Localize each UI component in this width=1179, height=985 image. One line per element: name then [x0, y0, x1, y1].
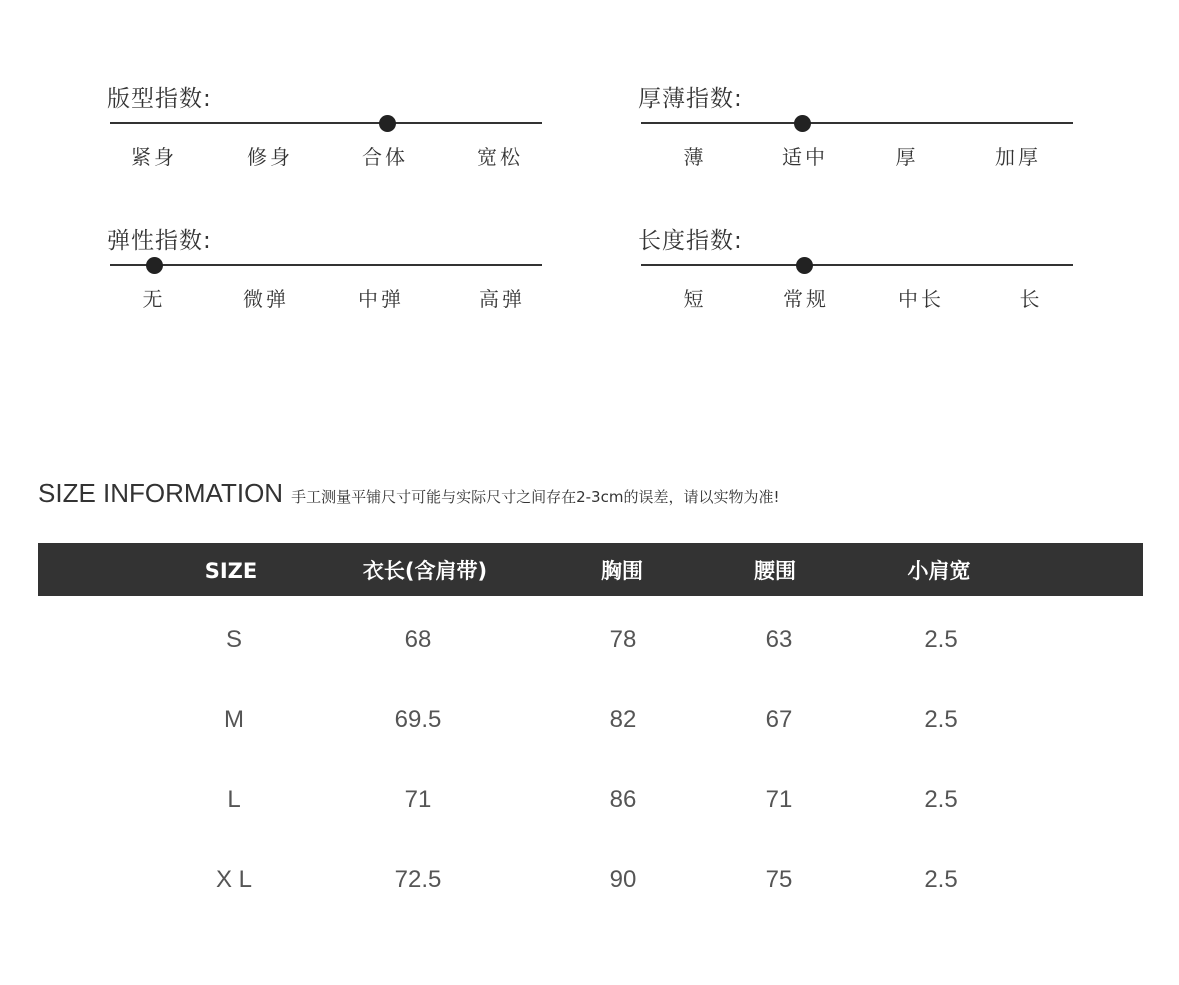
col-header-waist: 腰围 [754, 559, 796, 583]
size-info-heading [38, 478, 779, 509]
cell-size: L [227, 786, 241, 813]
cell-length: 71 [404, 786, 432, 813]
length-label: 常规 [783, 287, 829, 311]
length-label: 中长 [898, 287, 944, 311]
fit-label: 宽松 [477, 145, 523, 169]
length-index [638, 222, 1078, 332]
size-info-note: 手工测量平铺尺寸可能与实际尺寸之间存在2-3cm的误差，请以实物为准! [291, 488, 780, 506]
table-row [38, 760, 1143, 840]
length-index-track [641, 264, 1073, 266]
cell-chest: 90 [609, 866, 637, 893]
fit-label: 紧身 [131, 145, 177, 169]
length-index-title: 长度指数: [638, 228, 743, 254]
cell-shoulder: 2.5 [924, 866, 958, 893]
cell-waist: 75 [765, 866, 793, 893]
fit-index-track [110, 122, 542, 124]
cell-waist: 67 [765, 706, 793, 733]
cell-chest: 82 [609, 706, 637, 733]
fit-index [107, 80, 547, 190]
col-header-length: 衣长(含肩带) [362, 559, 488, 583]
col-header-chest: 胸围 [601, 559, 643, 583]
elasticity-label: 高弹 [479, 287, 525, 311]
cell-shoulder: 2.5 [924, 786, 958, 813]
cell-length: 69.5 [394, 706, 442, 733]
col-header-size: SIZE [204, 559, 258, 583]
thickness-label: 加厚 [995, 145, 1041, 169]
cell-chest: 86 [609, 786, 637, 813]
table-row [38, 600, 1143, 680]
fit-label: 修身 [247, 145, 293, 169]
elasticity-index-track [110, 264, 542, 266]
length-label: 短 [683, 287, 707, 311]
col-header-shoulder: 小肩宽 [907, 559, 971, 583]
cell-size: X L [215, 866, 253, 893]
elasticity-label: 微弹 [243, 287, 289, 311]
elasticity-label: 中弹 [358, 287, 404, 311]
cell-shoulder: 2.5 [924, 706, 958, 733]
elasticity-index-marker [146, 257, 163, 274]
size-table-header [38, 543, 1143, 596]
size-info-title: SIZE INFORMATION [38, 478, 284, 508]
length-index-marker [796, 257, 813, 274]
fit-label: 合体 [362, 145, 408, 169]
elasticity-index [107, 222, 547, 332]
cell-waist: 63 [765, 626, 793, 653]
cell-chest: 78 [609, 626, 637, 653]
fit-index-marker [379, 115, 396, 132]
table-row [38, 680, 1143, 760]
table-row [38, 840, 1143, 920]
thickness-index-marker [794, 115, 811, 132]
cell-length: 72.5 [394, 866, 442, 893]
thickness-label: 薄 [683, 145, 707, 169]
thickness-index [638, 80, 1078, 190]
thickness-label: 适中 [782, 145, 828, 169]
thickness-index-title: 厚薄指数: [638, 86, 743, 112]
thickness-label: 厚 [895, 145, 919, 169]
elasticity-index-title: 弹性指数: [107, 228, 212, 254]
cell-shoulder: 2.5 [924, 626, 958, 653]
cell-waist: 71 [765, 786, 793, 813]
thickness-index-track [641, 122, 1073, 124]
cell-length: 68 [404, 626, 432, 653]
elasticity-label: 无 [142, 287, 166, 311]
cell-size: M [224, 706, 244, 733]
cell-size: S [225, 626, 243, 653]
length-label: 长 [1019, 287, 1043, 311]
fit-index-title: 版型指数: [107, 86, 212, 112]
